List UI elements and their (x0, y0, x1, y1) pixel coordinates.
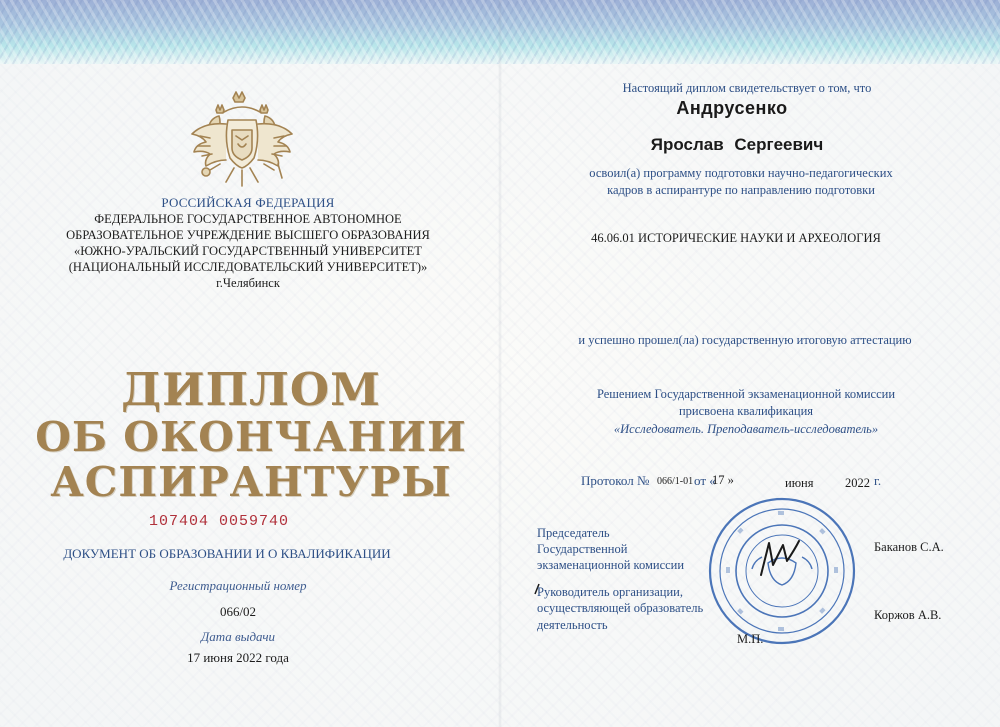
organization-line: ОБРАЗОВАТЕЛЬНОЕ УЧРЕЖДЕНИЕ ВЫСШЕГО ОБРАЗОВАНИЯ (66, 228, 430, 242)
organization-line: ФЕДЕРАЛЬНОЕ ГОСУДАРСТВЕННОЕ АВТОНОМНОЕ (94, 212, 402, 226)
serial-number: 107404 0059740 (148, 513, 290, 530)
protocol-month: июня (785, 476, 814, 490)
mastered-text-line: освоил(а) программу подготовки научно-педагогических (589, 166, 893, 180)
mastered-text-line: кадров в аспирантуре по направлению подготовки (607, 183, 875, 197)
protocol-day: 17 » (712, 473, 734, 487)
organization-line: «ЮЖНО-УРАЛЬСКИЙ ГОСУДАРСТВЕННЫЙ УНИВЕРСИТЕТ (74, 244, 422, 258)
chair-title-line: Председатель (537, 526, 610, 540)
diploma-title-line: АСПИРАНТУРЫ (50, 458, 452, 506)
commission-decision-line: Решением Государственной экзаменационной комиссии (596, 387, 896, 401)
organization-line: (НАЦИОНАЛЬНЫЙ ИССЛЕДОВАТЕЛЬСКИЙ УНИВЕРСИТЕТ)» (68, 260, 428, 274)
qualification: «Исследователь. Преподаватель-исследователь» (613, 422, 879, 436)
program-name: 46.06.01 ИСТОРИЧЕСКИЕ НАУКИ И АРХЕОЛОГИЯ (591, 231, 881, 245)
protocol-label: Протокол № (581, 473, 650, 488)
seal-place-label: М.П. (737, 632, 764, 646)
chair-title-line: экзаменационной комиссии (537, 558, 685, 572)
handwritten-signature-icon (755, 535, 805, 585)
head-title-line: осуществляющей образователь (537, 601, 704, 615)
center-fold (498, 0, 502, 727)
chair-title-line: Государственной (537, 542, 628, 556)
head-title-line: Руководитель организации, (537, 585, 683, 599)
attestation-text: и успешно прошел(ла) государственную итоговую аттестацию (578, 333, 912, 347)
federation-label: РОССИЙСКАЯ ФЕДЕРАЦИЯ (161, 195, 335, 210)
graduate-given-names: Ярослав Сергеевич (650, 135, 824, 154)
head-name: Коржов А.В. (874, 608, 942, 622)
registration-label: Регистрационный номер (169, 578, 307, 593)
commission-decision-line: присвоена квалификация (678, 404, 814, 418)
protocol-year-suffix: г. (874, 473, 882, 488)
diploma-title-line: ОБ ОКОНЧАНИИ (35, 413, 467, 461)
protocol-from: от « (694, 473, 716, 488)
double-headed-eagle-icon (186, 84, 298, 192)
chair-name: Баканов С.А. (874, 540, 944, 554)
city-label: г.Челябинск (216, 276, 280, 290)
diploma-title-line: ДИПЛОМ (121, 363, 381, 416)
certifies-text: Настоящий диплом свидетельствует о том, что (622, 81, 872, 95)
registration-number: 066/02 (219, 604, 257, 619)
graduate-surname: Андрусенко (676, 98, 788, 118)
issue-date: 17 июня 2022 года (187, 650, 289, 665)
protocol-year: 2022 (845, 476, 870, 490)
document-type: ДОКУМЕНТ ОБ ОБРАЗОВАНИИ И О КВАЛИФИКАЦИИ (63, 546, 391, 561)
protocol-number: 066/1-01 (657, 476, 694, 487)
head-title-line: деятельность (537, 618, 608, 632)
issue-date-label: Дата выдачи (200, 629, 276, 644)
